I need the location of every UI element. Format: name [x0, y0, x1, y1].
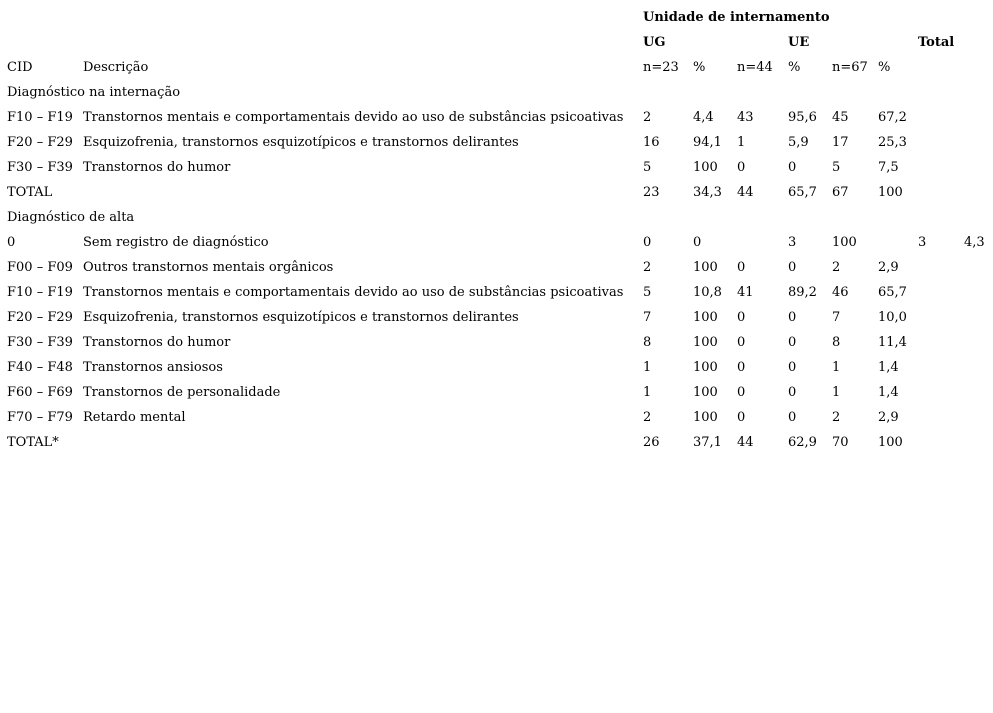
cell-cid: F20 – F29: [7, 310, 73, 325]
cell-ug-pct: 100: [693, 410, 718, 425]
cell-cid: F10 – F19: [7, 110, 73, 125]
cell-ug-pct: 100: [693, 310, 718, 325]
table-row: [0, 259, 993, 284]
section-title: Diagnóstico de alta: [7, 210, 135, 225]
cell-total-pct: 10,0: [878, 310, 907, 325]
cell-ue-pct: 0: [788, 360, 797, 375]
cell-ug-pct: 0: [693, 235, 702, 250]
cell-total-pct: 11,4: [878, 335, 907, 350]
cell-cid: F40 – F48: [7, 360, 73, 375]
cell-desc: Esquizofrenia, transtornos esquizotípicos e transtornos delirantes: [83, 310, 519, 325]
cell-ug-pct: 10,8: [693, 285, 722, 300]
cell-total-n: 70: [832, 435, 849, 450]
cell-ug-pct: 100: [693, 360, 718, 375]
cell-ug-n: 8: [643, 335, 652, 350]
col-ue-pct: %: [788, 60, 801, 75]
section-title-row: [0, 209, 993, 234]
unit-ue: UE: [788, 35, 810, 50]
total-row: [0, 184, 993, 209]
cell-ue-n: 1: [737, 135, 746, 150]
col-descricao: Descrição: [83, 60, 149, 75]
cell-ug-pct: 34,3: [693, 185, 722, 200]
cell-ue-n: 0: [737, 385, 746, 400]
cell-cid: F00 – F09: [7, 260, 73, 275]
cell-ug-n: 5: [643, 160, 652, 175]
cell-cid: F30 – F39: [7, 335, 73, 350]
cell-desc: Transtornos mentais e comportamentais devido ao uso de substâncias psicoativas: [83, 110, 624, 125]
table-row: [0, 359, 993, 384]
cell-total-n: 2: [832, 410, 841, 425]
cell-ug-n: 2: [643, 260, 652, 275]
cell-ug-n: 7: [643, 310, 652, 325]
cell-total-pct: 25,3: [878, 135, 907, 150]
table-row: [0, 134, 993, 159]
cell-ug-pct: 4,4: [693, 110, 714, 125]
cell-ue-n: 43: [737, 110, 754, 125]
cell-ue-pct: 0: [788, 160, 797, 175]
cell-total-n: 8: [832, 335, 841, 350]
cell-desc: Retardo mental: [83, 410, 186, 425]
unit-total: Total: [918, 35, 955, 50]
cell-ug-pct: 100: [693, 160, 718, 175]
table-row: [0, 159, 993, 184]
cell-ue-pct: 62,9: [788, 435, 817, 450]
cell-ue-pct: 0: [788, 310, 797, 325]
cell-ue-pct: 95,6: [788, 110, 817, 125]
section-title-row: [0, 84, 993, 109]
cell-ue-pct: 3: [788, 235, 797, 250]
cell-ug-n: 23: [643, 185, 660, 200]
cell-ue-pct: 0: [788, 335, 797, 350]
cell-ug-n: 2: [643, 110, 652, 125]
cell-ue-pct: 0: [788, 385, 797, 400]
col-total-pct: %: [878, 60, 891, 75]
cell-ue-n: 0: [737, 335, 746, 350]
cell-ue-pct: 65,7: [788, 185, 817, 200]
cell-ug-pct: 100: [693, 335, 718, 350]
cell-cid: TOTAL: [7, 185, 53, 200]
section-title: Diagnóstico na internação: [7, 85, 181, 100]
group-title: Unidade de internamento: [643, 10, 830, 25]
cell-cid: F60 – F69: [7, 385, 73, 400]
cell-cid: F10 – F19: [7, 285, 73, 300]
unit-ug: UG: [643, 35, 666, 50]
cell-cid: 0: [7, 235, 16, 250]
cell-desc: Esquizofrenia, transtornos esquizotípicos e transtornos delirantes: [83, 135, 519, 150]
cell-ue-n: 0: [737, 260, 746, 275]
cell-total-n: 46: [832, 285, 849, 300]
table-row: [0, 234, 993, 259]
cell-cid: F20 – F29: [7, 135, 73, 150]
cell-total-n: 17: [832, 135, 849, 150]
cell-total-pct: 65,7: [878, 285, 907, 300]
col-cid: CID: [7, 60, 33, 75]
cell-total-n: 67: [832, 185, 849, 200]
cell-ug-n: 5: [643, 285, 652, 300]
cell-ue-n: 0: [737, 360, 746, 375]
cell-ue-n: 44: [737, 185, 754, 200]
cell-desc: Transtornos ansiosos: [83, 360, 223, 375]
cell-ug-n: 2: [643, 410, 652, 425]
table-row: [0, 284, 993, 309]
cell-extra-pct: 4,3: [964, 235, 985, 250]
cell-total-pct: 100: [878, 435, 903, 450]
cell-total-n: 1: [832, 385, 841, 400]
cell-ug-n: 1: [643, 360, 652, 375]
cell-total-pct: 2,9: [878, 410, 899, 425]
col-total-n: n=67: [832, 60, 868, 75]
cell-ue-n: 0: [737, 160, 746, 175]
cell-desc: Transtornos do humor: [83, 335, 231, 350]
cell-ue-n: 44: [737, 435, 754, 450]
cell-total-n: 7: [832, 310, 841, 325]
cell-total-n: 5: [832, 160, 841, 175]
cell-ug-n: 1: [643, 385, 652, 400]
cell-ug-n: 16: [643, 135, 660, 150]
cell-cid: F70 – F79: [7, 410, 73, 425]
cell-total-pct: 2,9: [878, 260, 899, 275]
cell-desc: Sem registro de diagnóstico: [83, 235, 269, 250]
cell-total-pct: 1,4: [878, 385, 899, 400]
cell-desc: Transtornos mentais e comportamentais devido ao uso de substâncias psicoativas: [83, 285, 624, 300]
cell-ug-n: 0: [643, 235, 652, 250]
cell-desc: Transtornos de personalidade: [83, 385, 281, 400]
cell-total-pct: 1,4: [878, 360, 899, 375]
cell-total-pct: 7,5: [878, 160, 899, 175]
cell-ue-n: 41: [737, 285, 754, 300]
cell-ue-pct: 89,2: [788, 285, 817, 300]
cell-ug-pct: 100: [693, 260, 718, 275]
header-group-row: [0, 9, 993, 34]
cell-total-pct: 100: [878, 185, 903, 200]
table-row: [0, 409, 993, 434]
cell-ue-pct: 0: [788, 260, 797, 275]
cell-total-n: 100: [832, 235, 857, 250]
col-ue-n: n=44: [737, 60, 773, 75]
header-unit-row: [0, 34, 993, 59]
cell-desc: Outros transtornos mentais orgânicos: [83, 260, 334, 275]
cell-ue-n: 0: [737, 310, 746, 325]
table-row: [0, 384, 993, 409]
cell-total-n: 2: [832, 260, 841, 275]
cell-ue-pct: 0: [788, 410, 797, 425]
cell-ug-pct: 100: [693, 385, 718, 400]
cell-ue-pct: 5,9: [788, 135, 809, 150]
table-row: [0, 309, 993, 334]
col-ug-pct: %: [693, 60, 706, 75]
cell-cid: TOTAL*: [7, 435, 59, 450]
col-ug-n: n=23: [643, 60, 679, 75]
header-column-row: [0, 59, 993, 84]
cell-extra-n: 3: [918, 235, 927, 250]
table-row: [0, 109, 993, 134]
cell-desc: Transtornos do humor: [83, 160, 231, 175]
table-row: [0, 334, 993, 359]
cell-ue-n: 0: [737, 410, 746, 425]
cell-total-pct: 67,2: [878, 110, 907, 125]
cell-total-n: 1: [832, 360, 841, 375]
total-row: [0, 434, 993, 459]
cell-ug-n: 26: [643, 435, 660, 450]
cell-cid: F30 – F39: [7, 160, 73, 175]
cell-ug-pct: 37,1: [693, 435, 722, 450]
cell-total-n: 45: [832, 110, 849, 125]
cell-ug-pct: 94,1: [693, 135, 722, 150]
